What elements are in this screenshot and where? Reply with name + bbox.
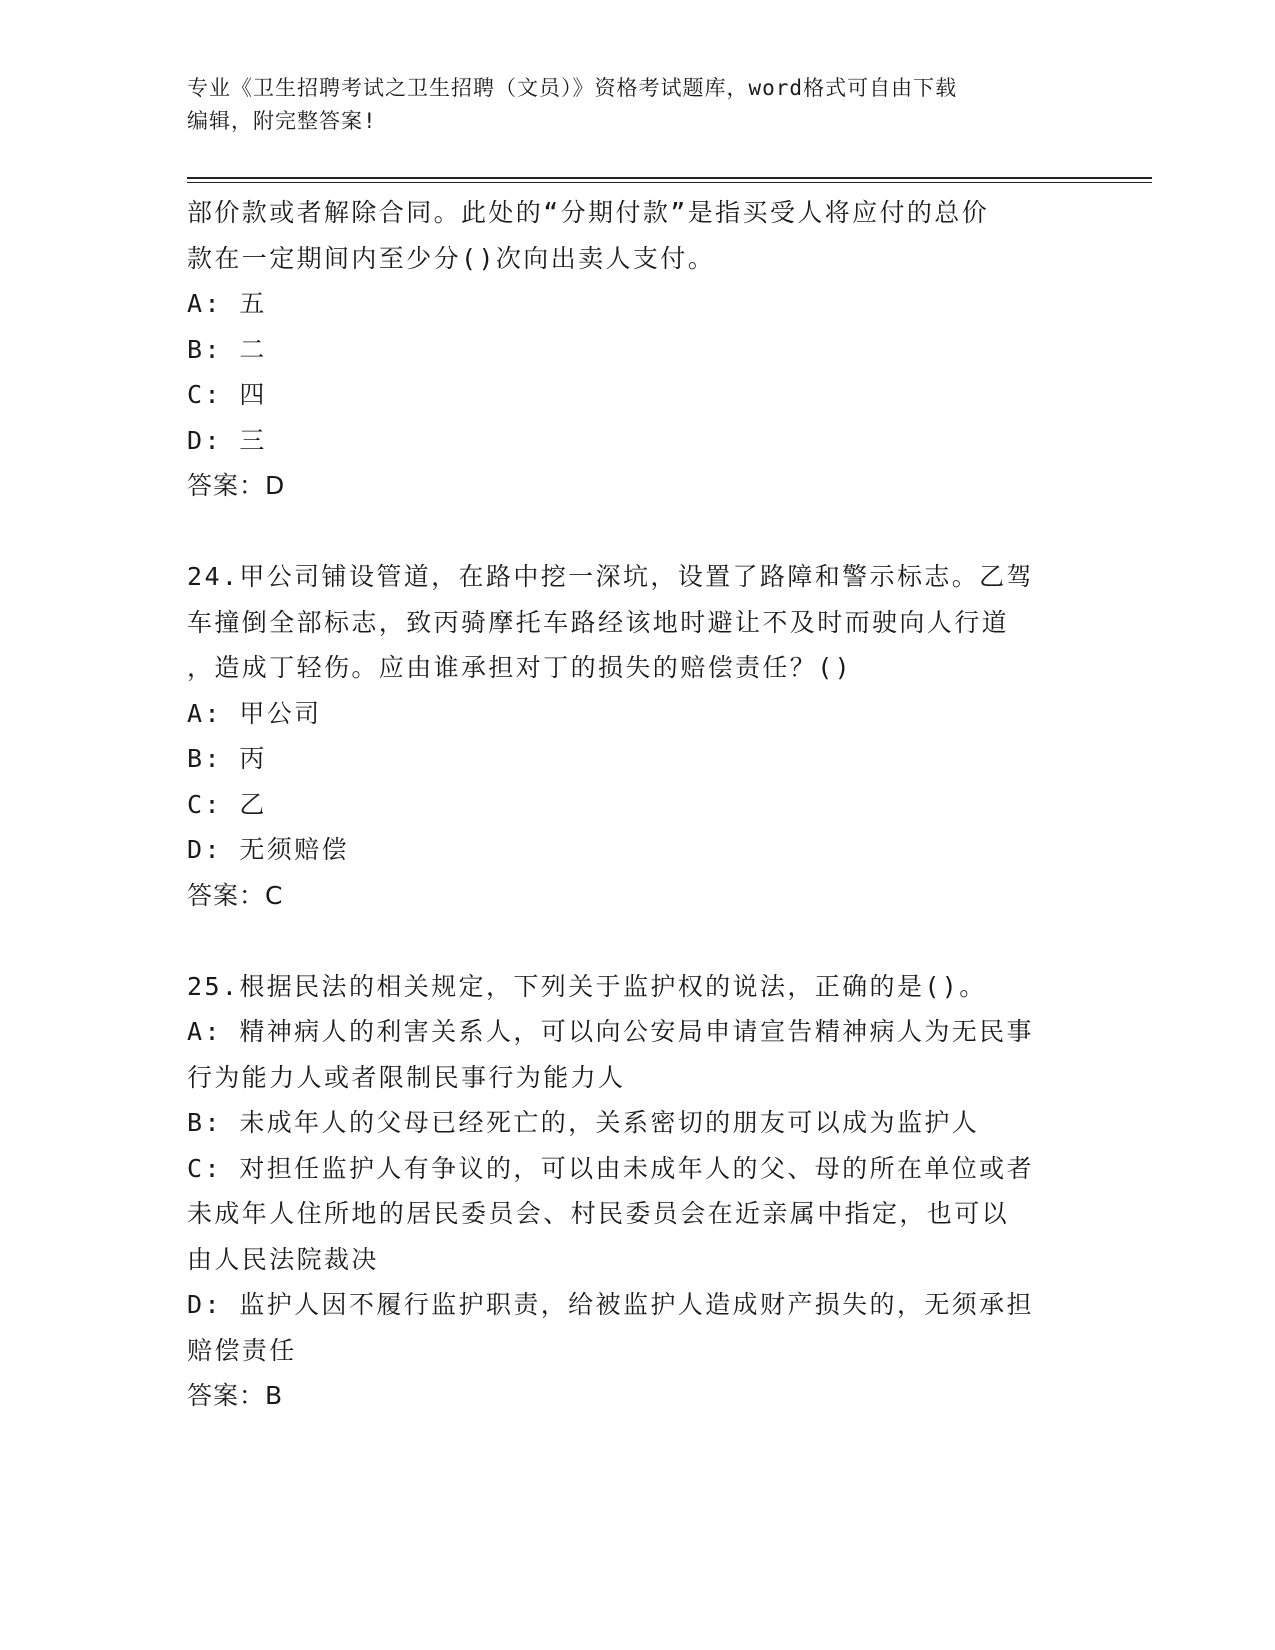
option-d: D: 监护人因不履行监护职责，给被监护人造成财产损失的，无须承担 xyxy=(187,1290,1034,1319)
spacer xyxy=(187,509,1087,555)
header-title-line-1: 专业《卫生招聘考试之卫生招聘（文员）》资格考试题库，word格式可自由下载 xyxy=(187,76,958,100)
option-c: C: 四 xyxy=(187,380,267,409)
option-b: B: 未成年人的父母已经死亡的，关系密切的朋友可以成为监护人 xyxy=(187,1108,980,1137)
document-header xyxy=(187,72,1067,138)
header-title-line-2: 编辑，附完整答案! xyxy=(187,109,377,133)
option-a: A: 甲公司 xyxy=(187,698,322,728)
answer-text: 答案：B xyxy=(187,1381,284,1410)
option-b: B: 二 xyxy=(187,334,267,364)
option-c-continued: 未成年人住所地的居民委员会、村民委员会在近亲属中指定，也可以 xyxy=(187,1199,1010,1228)
option-a-continued: 行为能力人或者限制民事行为能力人 xyxy=(187,1062,626,1092)
spacer xyxy=(187,918,1087,964)
answer-text: 答案：D xyxy=(187,471,286,500)
option-b: B: 丙 xyxy=(187,744,267,773)
option-a: A: 五 xyxy=(187,289,267,318)
question-stem-line: 部价款或者解除合同。此处的“分期付款”是指买受人将应付的总价 xyxy=(187,198,990,227)
question-stem-line: 车撞倒全部标志，致丙骑摩托车路经该地时避让不及时而驶向人行道 xyxy=(187,607,1010,637)
header-divider-thick xyxy=(187,177,1152,179)
question-24 xyxy=(187,554,1087,918)
option-d: D: 无须赔偿 xyxy=(187,835,349,864)
question-stem-line: 款在一定期间内至少分()次向出卖人支付。 xyxy=(187,243,716,273)
question-stem-line: 24.甲公司铺设管道，在路中挖一深坑，设置了路障和警示标志。乙驾 xyxy=(187,562,1034,591)
option-d: D: 三 xyxy=(187,425,267,455)
answer-text: 答案：C xyxy=(187,880,284,910)
option-a: A: 精神病人的利害关系人，可以向公安局申请宣告精神病人为无民事 xyxy=(187,1017,1034,1046)
option-c: C: 乙 xyxy=(187,789,267,819)
question-23 xyxy=(187,190,1087,509)
header-divider-thin xyxy=(187,182,1152,183)
option-c-continued: 由人民法院裁决 xyxy=(187,1244,379,1274)
option-c: C: 对担任监护人有争议的，可以由未成年人的父、母的所在单位或者 xyxy=(187,1153,1034,1183)
question-25 xyxy=(187,964,1087,1419)
question-list xyxy=(187,190,1087,1419)
option-d-continued: 赔偿责任 xyxy=(187,1335,297,1365)
question-stem-line: 25.根据民法的相关规定，下列关于监护权的说法，正确的是()。 xyxy=(187,971,987,1001)
question-stem-line: ，造成丁轻伤。应由谁承担对丁的损失的赔偿责任？() xyxy=(187,653,853,682)
